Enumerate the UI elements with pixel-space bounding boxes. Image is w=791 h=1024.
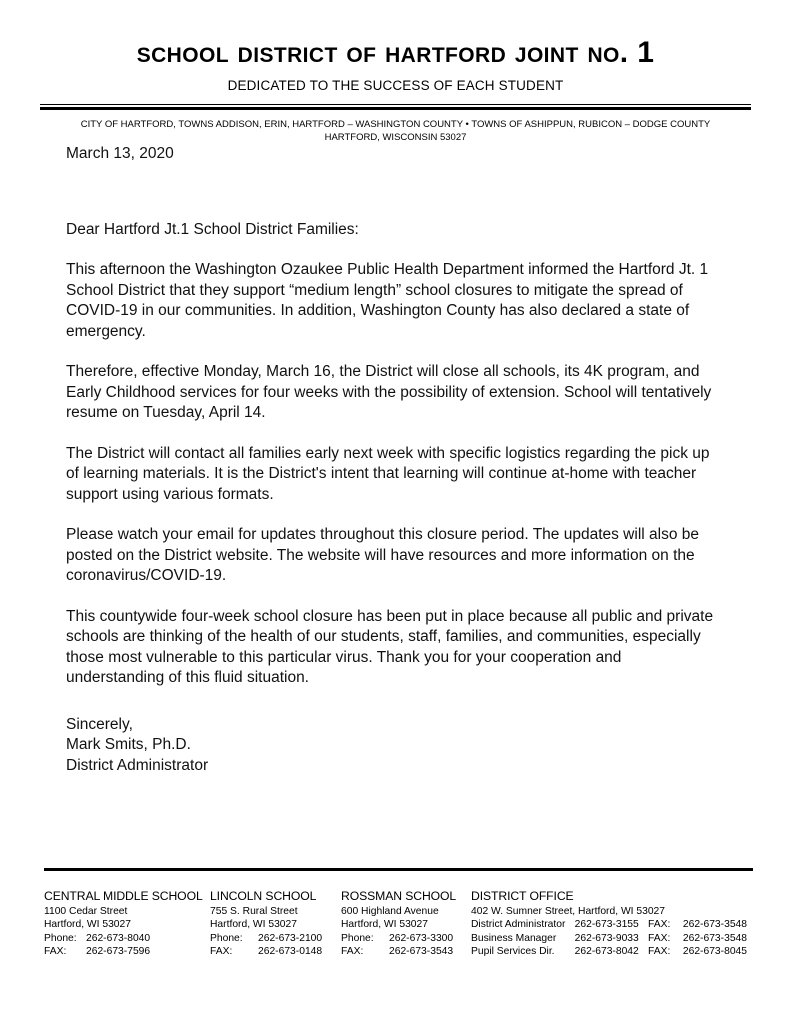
central-middle-school-city: Hartford, WI 53027: [44, 919, 131, 931]
rossman-school-name: ROSSMAN SCHOOL: [341, 889, 457, 903]
district-office-name: DISTRICT OFFICE: [471, 889, 574, 903]
signer-title: District Administrator: [66, 756, 209, 774]
divider-thick-line: [40, 107, 751, 110]
letter-paragraph-2: Therefore, effective Monday, March 16, the District will close all schools, its 4K program, and Early Childhood services for four weeks with the possibility of extension. School will tentatively resume on Tuesday, April 14.: [66, 363, 712, 421]
letter-paragraph-5: This countywide four-week school closure has been put in place because all public and private schools are thinking of the health of our students, staff, families, and communities, especially those most vulnerable to this particular virus. Thank you for your cooperation and understanding of this fluid situation.: [66, 607, 714, 686]
footer-column-rossman-school: [341, 889, 471, 958]
district-office-fax: 262-673-3548: [682, 919, 747, 931]
letter-paragraph-3: The District will contact all families early next week with specific logistics regarding the pick up of learning materials. It is the District's intent that learning will continue at-home with teacher support using various formats.: [66, 444, 710, 503]
district-office-phone: 262-673-9033: [574, 932, 639, 944]
rossman-school-phone: 262-673-3300: [389, 932, 454, 944]
district-office-fax-label: FAX:: [648, 932, 671, 944]
letter-signature-block: [66, 715, 718, 777]
rossman-school-phone-label: Phone:: [341, 932, 374, 944]
central-middle-school-phone: 262-673-8040: [86, 932, 151, 944]
footer-column-central-middle-school: [44, 889, 210, 958]
central-middle-school-phone-row: [44, 932, 204, 945]
lincoln-school-name: LINCOLN SCHOOL: [210, 889, 317, 903]
central-middle-school-fax-label: FAX:: [44, 945, 67, 957]
lincoln-school-phone-row: [210, 932, 335, 945]
letter-closing: Sincerely,: [66, 715, 133, 733]
central-middle-school-fax-row: [44, 945, 204, 958]
lincoln-school-street: 755 S. Rural Street: [210, 906, 298, 917]
central-middle-school-phone-label: Phone:: [44, 932, 77, 944]
lincoln-school-fax-row: [210, 945, 335, 958]
letter-paragraph-1: This afternoon the Washington Ozaukee Public Health Department informed the Hartford Jt. 1 School District that they support “medium length” school closures to mitigate the spread of COVID-19 in our communities. In addition, Washington County has also declared a state of emergency.: [66, 261, 709, 340]
footer-column-lincoln-school: [210, 889, 341, 958]
letter-paragraph-4: Please watch your email for updates throughout this closure period. The updates will also be posted on the District website. The website will have resources and more information on the coronavirus/COVID-19.: [66, 526, 699, 584]
district-office-role: Business Manager: [471, 932, 557, 944]
central-middle-school-street: 1100 Cedar Street: [44, 906, 128, 917]
district-office-fax-label: FAX:: [648, 919, 671, 931]
district-office-phone: 262-673-8042: [574, 945, 639, 957]
district-title: school district of hartford joint no. 1: [136, 36, 655, 69]
letterhead-divider: [40, 104, 751, 110]
central-middle-school-name: CENTRAL MIDDLE SCHOOL: [44, 889, 203, 903]
district-office-contact-row: [471, 918, 747, 931]
district-city-line: HARTFORD, WISCONSIN 53027: [324, 132, 467, 143]
rossman-school-phone-row: [341, 932, 465, 945]
district-office-contact-row: [471, 945, 747, 958]
district-office-phone: 262-673-3155: [574, 919, 639, 931]
lincoln-school-city: Hartford, WI 53027: [210, 919, 297, 931]
district-office-fax: 262-673-8045: [682, 945, 747, 957]
lincoln-school-phone-label: Phone:: [210, 932, 243, 944]
district-office-role: Pupil Services Dir.: [471, 945, 555, 957]
letter-content: [66, 144, 718, 776]
central-middle-school-fax: 262-673-7596: [86, 945, 151, 957]
lincoln-school-fax-label: FAX:: [210, 945, 233, 957]
footer-contact-columns: [44, 889, 753, 958]
lincoln-school-fax: 262-673-0148: [258, 945, 323, 957]
rossman-school-fax-row: [341, 945, 465, 958]
footer-column-district-office: [471, 889, 753, 958]
district-office-fax: 262-673-3548: [682, 932, 747, 944]
district-office-contact-row: [471, 932, 747, 945]
district-office-address: 402 W. Sumner Street, Hartford, WI 53027: [471, 906, 666, 917]
letterhead: [40, 36, 751, 144]
district-office-fax-label: FAX:: [648, 945, 671, 957]
rossman-school-city: Hartford, WI 53027: [341, 919, 428, 931]
rossman-school-fax: 262-673-3543: [389, 945, 454, 957]
letter-salutation: Dear Hartford Jt.1 School District Families:: [66, 221, 359, 238]
footer-divider: [44, 868, 753, 871]
signer-name: Mark Smits, Ph.D.: [66, 736, 191, 753]
district-tagline: DEDICATED TO THE SUCCESS OF EACH STUDENT: [227, 78, 564, 93]
page-footer: [44, 868, 753, 958]
rossman-school-street: 600 Highland Avenue: [341, 906, 439, 917]
district-coverage-line: CITY OF HARTFORD, TOWNS ADDISON, ERIN, HARTFORD – WASHINGTON COUNTY • TOWNS OF ASHIPPUN, RUBICON – DODGE COUNTY: [80, 119, 711, 130]
district-office-role: District Administrator: [471, 919, 566, 931]
letter-date: March 13, 2020: [66, 145, 174, 162]
lincoln-school-phone: 262-673-2100: [258, 932, 323, 944]
rossman-school-fax-label: FAX:: [341, 945, 364, 957]
